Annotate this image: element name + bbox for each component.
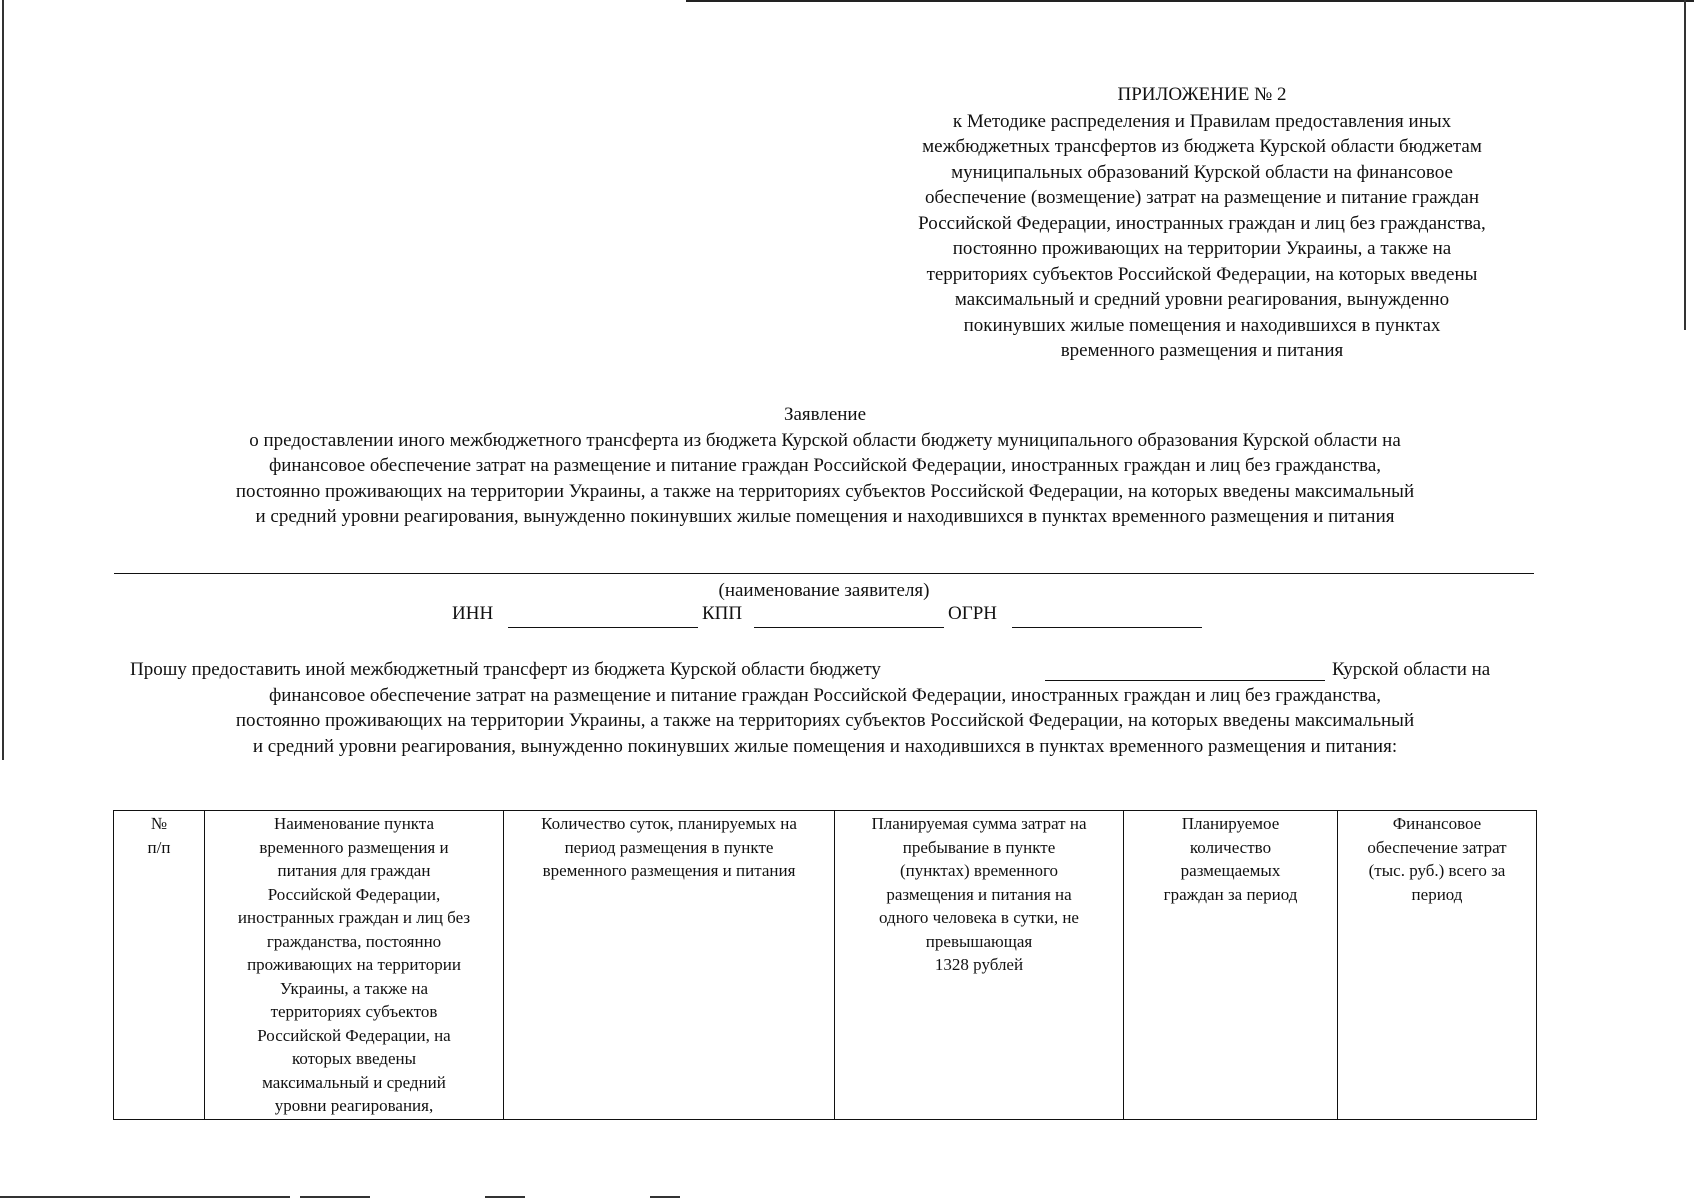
statement-line: о предоставлении иного межбюджетного трансферта из бюджета Курской области бюджету муниципального образования Курской области на bbox=[249, 429, 1401, 451]
appendix-line: к Методике распределения и Правилам предоставления иных bbox=[952, 110, 1452, 132]
appendix-line: обеспечение (возмещение) затрат на размещение и питание граждан bbox=[924, 187, 1480, 208]
header-funding: Финансовое обеспечение затрат (тыс. руб.) всего за период bbox=[1367, 814, 1507, 904]
request-tail: Курской области на bbox=[1332, 659, 1491, 680]
municipality-field[interactable] bbox=[1045, 680, 1325, 681]
scan-edge-top bbox=[686, 0, 1694, 2]
kpp-field[interactable] bbox=[754, 627, 944, 628]
statement-block bbox=[100, 402, 1550, 530]
kpp-label: КПП bbox=[702, 603, 743, 624]
header-days: Количество суток, планируемых на период размещения в пункте временного размещения и питания bbox=[541, 814, 797, 880]
appendix-line: Российской Федерации, иностранных граждан и лиц без гражданства, bbox=[918, 212, 1486, 234]
appendix-line: муниципальных образований Курской области на финансовое bbox=[951, 161, 1453, 183]
table-header-cell bbox=[1124, 811, 1338, 1120]
request-line: и средний уровни реагирования, вынужденно покинувших жилые помещения и находившихся в пунктах временного размещения и питания: bbox=[252, 735, 1398, 757]
table-header-cell bbox=[114, 811, 205, 1120]
applicant-name-line[interactable] bbox=[114, 573, 1534, 574]
allocation-table bbox=[113, 810, 1537, 1120]
request-first-line bbox=[100, 657, 1550, 683]
header-citizens-count: Планируемое количество размещаемых граждан за период bbox=[1163, 814, 1298, 904]
scan-edge-right bbox=[1684, 0, 1686, 330]
table-header-cell bbox=[205, 811, 504, 1120]
inn-field[interactable] bbox=[508, 627, 698, 628]
statement-line: постоянно проживающих на территории Украины, а также на территориях субъектов Российской Федерации, на которых введены максимальный bbox=[235, 480, 1415, 502]
scan-edge-left bbox=[2, 0, 4, 760]
request-block bbox=[100, 657, 1550, 759]
request-line: постоянно проживающих на территории Украины, а также на территориях субъектов Российской Федерации, на которых введены максимальный bbox=[235, 710, 1415, 731]
table-header-cell bbox=[1338, 811, 1537, 1120]
appendix-line: межбюджетных трансфертов из бюджета Курской области бюджетам bbox=[922, 136, 1482, 157]
header-planned-cost: Планируемая сумма затрат на пребывание в пункте (пунктах) временного размещения и питания на одного человека в сутки, не превышающая 1328 рублей bbox=[871, 814, 1087, 974]
statement-title: Заявление bbox=[783, 404, 867, 425]
appendix-heading bbox=[840, 82, 1564, 364]
scan-edge-bottom bbox=[0, 1196, 1694, 1199]
request-lead: Прошу предоставить иной межбюджетный трансферт из бюджета Курской области бюджету bbox=[130, 659, 881, 680]
ogrn-field[interactable] bbox=[1012, 627, 1202, 628]
table-header-cell bbox=[504, 811, 835, 1120]
appendix-line: временного размещения и питания bbox=[1060, 340, 1344, 361]
header-point-name: Наименование пункта временного размещения и питания для граждан Российской Федерации, иностранных граждан и лиц без гражданства, постоянно проживающих на территории Украины, а также на территориях субъектов Российской Федерации, на которых введены максимальный и средний уровни реагирования, bbox=[237, 814, 471, 1115]
appendix-line: покинувших жилые помещения и находившихся в пунктах bbox=[963, 314, 1441, 336]
request-line: финансовое обеспечение затрат на размещение и питание граждан Российской Федерации, иностранных граждан и лиц без гражданства, bbox=[268, 684, 1382, 706]
appendix-line: территориях субъектов Российской Федерации, на которых введены bbox=[926, 263, 1478, 285]
inn-label: ИНН bbox=[452, 603, 494, 624]
ogrn-label: ОГРН bbox=[948, 603, 997, 624]
applicant-caption: (наименование заявителя) bbox=[718, 580, 930, 601]
appendix-title: ПРИЛОЖЕНИЕ № 2 bbox=[1117, 84, 1287, 105]
applicant-ids-row bbox=[0, 601, 1694, 631]
appendix-line: максимальный и средний уровни реагирования, вынужденно bbox=[954, 289, 1450, 310]
table-header-row bbox=[114, 811, 1537, 1120]
table-header-cell bbox=[835, 811, 1124, 1120]
statement-line: финансовое обеспечение затрат на размещение и питание граждан Российской Федерации, иностранных граждан и лиц без гражданства, bbox=[268, 455, 1382, 476]
header-number: № п/п bbox=[147, 814, 171, 857]
statement-line: и средний уровни реагирования, вынужденно покинувших жилые помещения и находившихся в пунктах временного размещения и питания bbox=[255, 506, 1395, 527]
appendix-line: постоянно проживающих на территории Украины, а также на bbox=[952, 238, 1452, 259]
